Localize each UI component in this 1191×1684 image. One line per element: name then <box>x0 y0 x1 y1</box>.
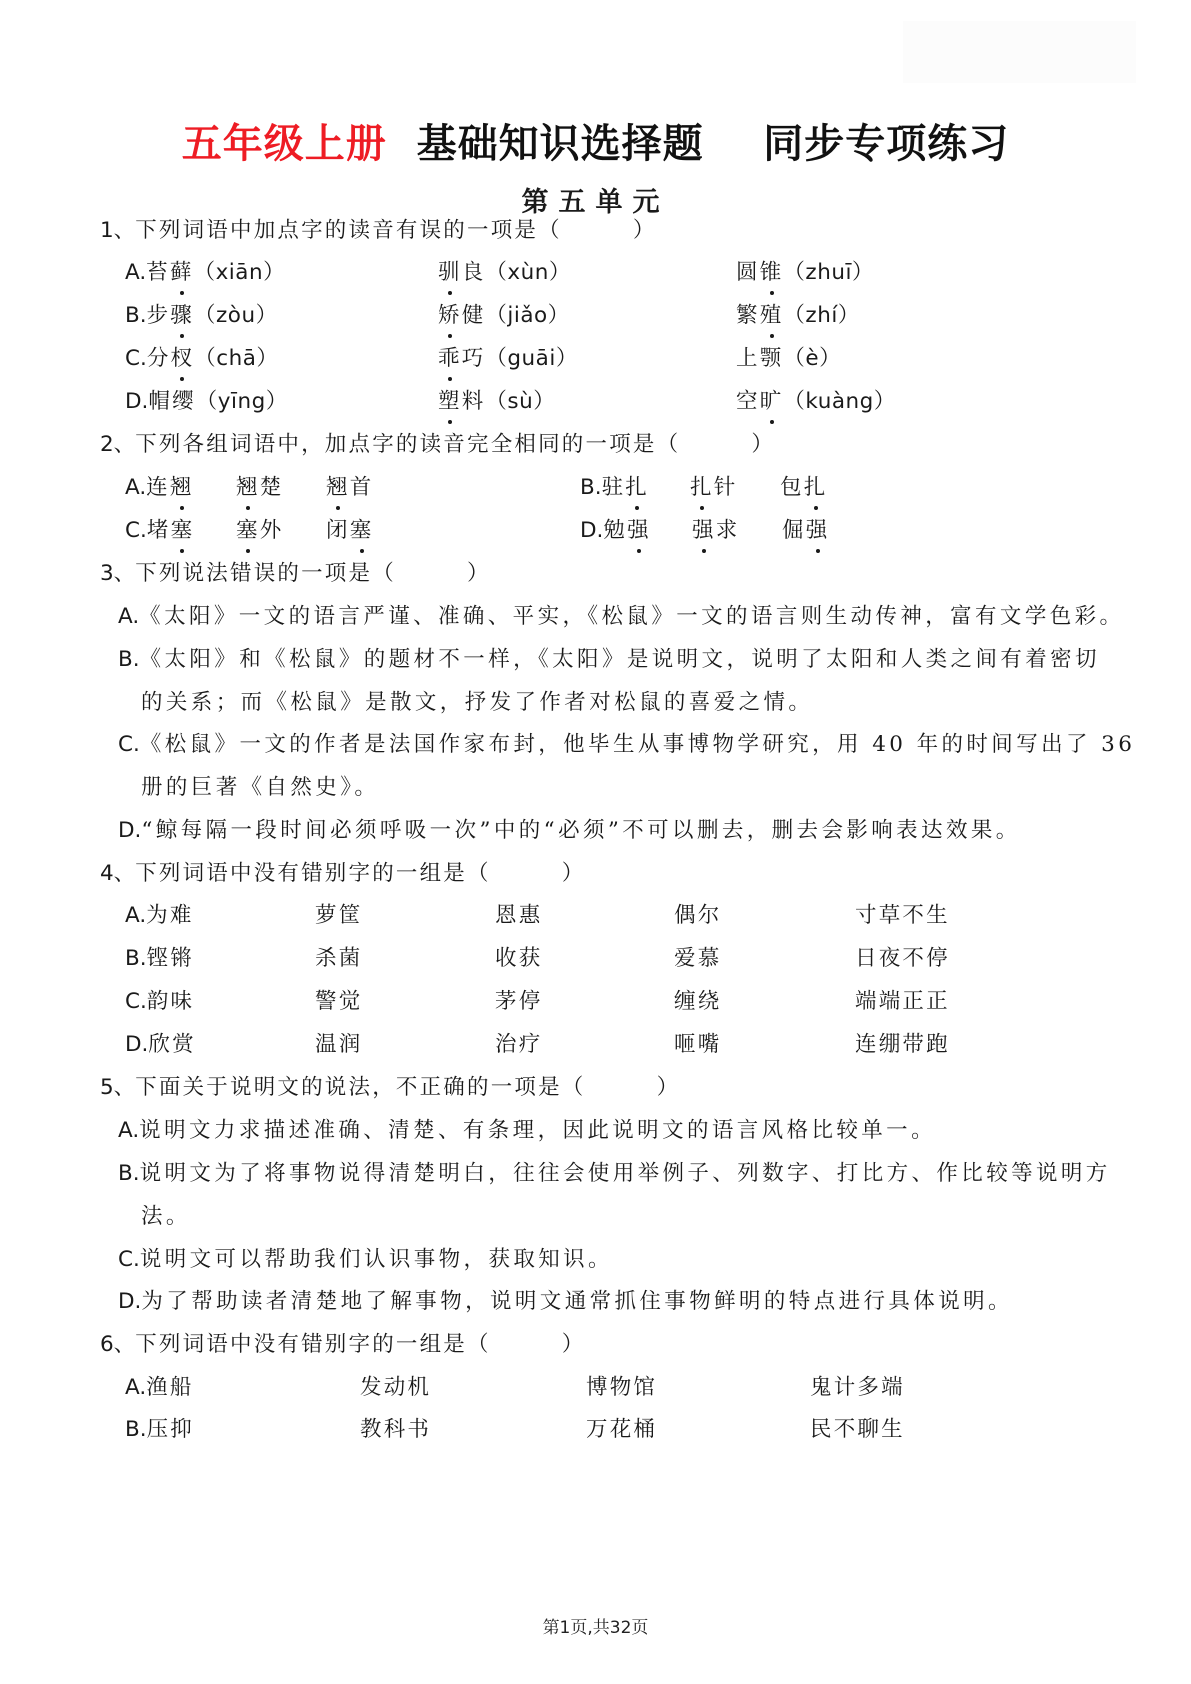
q1-option-d-item-3: 空旷（kuàng） <box>736 387 896 417</box>
q5-option-a: A.说明文力求描述准确、清楚、有条理，因此说明文的语言风格比较单一。 <box>118 1118 936 1143</box>
q4-option-b-4: 爱慕 <box>674 946 722 971</box>
q6-option-a-3: 博物馆 <box>586 1375 658 1400</box>
q3-option-b-cont: 的关系；而《松鼠》是散文，抒发了作者对松鼠的喜爱之情。 <box>141 690 814 715</box>
question-3-stem: 3、下列说法错误的一项是（ ） <box>100 561 491 586</box>
q2-option-d-word-3: 倔强 <box>782 516 829 546</box>
q4-option-d-5: 连绷带跑 <box>855 1032 950 1057</box>
q6-option-b-2: 教科书 <box>360 1417 432 1442</box>
title-topic: 基础知识选择题 <box>416 121 704 167</box>
q3-option-d: D.“鲸每隔一段时间必须呼吸一次”中的“必须”不可以删去，删去会影响表达效果。 <box>118 818 1021 843</box>
q6-option-a-2: 发动机 <box>360 1375 432 1400</box>
q4-option-a-3: 恩惠 <box>495 903 543 928</box>
q2-option-c-word-1: C.堵塞 <box>125 516 194 546</box>
page-indicator: 第1页,共32页 <box>542 1618 649 1638</box>
q4-option-b-3: 收获 <box>495 946 543 971</box>
question-1-stem: 1、下列词语中加点字的读音有误的一项是（ ） <box>100 218 657 243</box>
q4-option-a-2: 萝筐 <box>315 903 363 928</box>
q4-option-d-1: D.欣赏 <box>125 1032 196 1057</box>
q4-option-a-5: 寸草不生 <box>855 903 950 928</box>
title-practice: 同步专项练习 <box>763 121 1010 167</box>
question-6-stem: 6、下列词语中没有错别字的一组是（ ） <box>100 1332 586 1357</box>
q1-option-c-item-1: C.分杈（chā） <box>125 344 278 374</box>
q2-option-a-word-2: 翘楚 <box>236 473 283 503</box>
q2-option-c-word-3: 闭塞 <box>326 516 373 546</box>
title-grade: 五年级上册 <box>181 121 387 167</box>
q2-option-d-word-1: D.勉强 <box>580 516 651 546</box>
q1-option-b-item-1: B.步骤（zòu） <box>125 301 278 331</box>
q1-option-d-item-1: D.帽缨（yīng） <box>125 389 288 414</box>
q4-option-c-5: 端端正正 <box>855 989 950 1014</box>
q1-option-c-item-3: 上颚（è） <box>736 346 842 371</box>
question-2-stem: 2、下列各组词语中，加点字的读音完全相同的一项是（ ） <box>100 432 776 457</box>
q1-option-d-item-2: 塑料（sù） <box>438 387 555 417</box>
q1-option-b-item-3: 繁殖（zhí） <box>736 301 860 331</box>
q1-option-a-item-2: 驯良（xùn） <box>438 258 571 288</box>
q2-option-a-word-1: A.连翘 <box>125 473 194 503</box>
q5-option-c: C.说明文可以帮助我们认识事物，获取知识。 <box>118 1247 613 1272</box>
q4-option-d-4: 咂嘴 <box>674 1032 722 1057</box>
page-title <box>0 112 1191 169</box>
q4-option-b-1: B.铿锵 <box>125 946 194 971</box>
q4-option-d-2: 温润 <box>315 1032 363 1057</box>
q6-option-a-1: A.渔船 <box>125 1375 194 1400</box>
q6-option-a-4: 鬼计多端 <box>810 1375 905 1400</box>
q5-option-b-cont: 法。 <box>141 1204 191 1229</box>
q4-option-d-3: 治疗 <box>495 1032 543 1057</box>
q3-option-b: B.《太阳》和《松鼠》的题材不一样，《太阳》是说明文，说明了太阳和人类之间有着密切 <box>118 647 1100 672</box>
unit-subtitle: 第五单元 <box>521 187 670 218</box>
q4-option-c-3: 茅停 <box>495 989 543 1014</box>
faint-stamp-area <box>903 21 1136 83</box>
q4-option-c-2: 警觉 <box>315 989 363 1014</box>
q6-option-b-1: B.压抑 <box>125 1417 194 1442</box>
question-4-stem: 4、下列词语中没有错别字的一组是（ ） <box>100 861 586 886</box>
q6-option-b-4: 民不聊生 <box>810 1417 905 1442</box>
q2-option-b-word-1: B.驻扎 <box>580 473 649 503</box>
q2-option-a-word-3: 翘首 <box>326 473 373 503</box>
q4-option-c-4: 缠绕 <box>674 989 722 1014</box>
q1-option-b-item-2: 矫健（jiǎo） <box>438 301 570 331</box>
q3-option-a: A.《太阳》一文的语言严谨、准确、平实，《松鼠》一文的语言则生动传神，富有文学色彩。 <box>118 604 1125 629</box>
q5-option-b: B.说明文为了将事物说得清楚明白，往往会使用举例子、列数字、打比方、作比较等说明方 <box>118 1161 1111 1186</box>
q4-option-a-4: 偶尔 <box>674 903 722 928</box>
q6-option-b-3: 万花桶 <box>586 1417 658 1442</box>
q1-option-a-item-1: A.苔藓（xiān） <box>125 258 285 288</box>
q2-option-d-word-2: 强求 <box>692 516 739 546</box>
q1-option-c-item-2: 乖巧（guāi） <box>438 344 578 374</box>
q2-option-b-word-2: 扎针 <box>690 473 737 503</box>
q1-option-a-item-3: 圆锥（zhuī） <box>736 258 874 288</box>
q5-option-d: D.为了帮助读者清楚地了解事物，说明文通常抓住事物鲜明的特点进行具体说明。 <box>118 1289 1013 1314</box>
q2-option-c-word-2: 塞外 <box>236 516 283 546</box>
q4-option-b-5: 日夜不停 <box>855 946 950 971</box>
q4-option-c-1: C.韵味 <box>125 989 195 1014</box>
q3-option-c: C.《松鼠》一文的作者是法国作家布封，他毕生从事博物学研究，用 40 年的时间写出了 36 <box>118 732 1136 757</box>
q2-option-b-word-3: 包扎 <box>780 473 827 503</box>
question-5-stem: 5、下面关于说明文的说法，不正确的一项是（ ） <box>100 1075 681 1100</box>
q3-option-c-cont: 册的巨著《自然史》。 <box>141 775 380 800</box>
q4-option-a-1: A.为难 <box>125 903 194 928</box>
q4-option-b-2: 杀菌 <box>315 946 363 971</box>
